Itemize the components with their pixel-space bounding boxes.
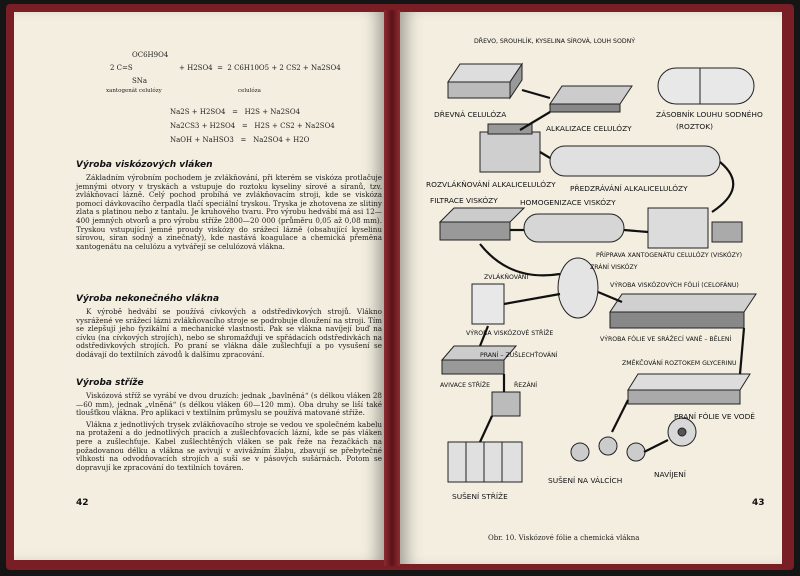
xanthation-tank (648, 208, 708, 248)
section-body (76, 174, 382, 251)
label-xanthation: PŘÍPRAVA XANTOGENÁTU CELULÓZY (VISKÓZY) (596, 252, 743, 259)
flow-arrow (624, 230, 648, 232)
flow-arrow (644, 440, 668, 452)
label-washing: PRANÍ – ZUŠLECHŤOVÁNÍ (480, 352, 558, 359)
formula-right: + H2SO4 = 2 C6H10O5 + 2 CS2 + Na2SO4 (179, 64, 341, 72)
reaction-2: Na2S + H2SO4 = H2S + Na2SO4 (170, 108, 301, 116)
label-coagulation-bath: VÝROBA FÓLIE VE SRÁŽECÍ VANĚ – BĚLENÍ (600, 336, 732, 343)
filter-press (440, 208, 524, 222)
label-lye-tank: ZÁSOBNÍK LOUHU SODNÉHO (656, 110, 763, 119)
formula-mid: 2 C=S (110, 64, 133, 72)
formula-bottom: SNa (132, 77, 148, 85)
section-body (76, 392, 382, 472)
paragraph: Vlákna z jednotlivých trysek zvlákňovacího stroje se vedou ve společném kabelu na protažení a do jednotlivých pracích a zušlechťovacích lázní, kde se pás vláken pere a zušlechťuje. Kabel zušlechtěných vláken se pak řeže na řezačkách na požadovanou délku a vlákna se avivují v avivážním žlabu, zbavují se přebytečné vlhkosti na odvodňovacích strojích a suší se v pásových sušárnách. Potom se dopravují ke zpracování do textilních továren. (76, 419, 382, 472)
section-heading: Výroba nekonečného vlákna (76, 294, 220, 304)
label-staple-production: VÝROBA VISKÓZOVÉ STŘÍŽE (466, 330, 554, 337)
label-staple-drying: SUŠENÍ STŘÍŽE (452, 492, 508, 501)
page-number: 42 (76, 498, 89, 508)
right-page (400, 12, 782, 564)
lye-tank (658, 68, 754, 104)
label-winding: NAVÍJENÍ (654, 470, 686, 479)
left-page (14, 12, 384, 560)
glycerin-bath (628, 374, 750, 390)
label-finishing: AVIVACE STŘÍŽE (440, 382, 491, 389)
label-spinning: ZVLÁKŇOVÁNÍ (484, 274, 529, 281)
label-lye-solution: (ROZTOK) (676, 122, 713, 131)
label-filtration: FILTRACE VISKÓZY (430, 196, 498, 205)
label-alkalization: ALKALIZACE CELULÓZY (546, 124, 632, 133)
aging-drum (550, 146, 720, 176)
section-heading: Výroba viskózových vláken (76, 160, 213, 170)
paragraph: Viskózová stříž se vyrábí ve dvou druzích: jednak „bavlněná“ (s délkou vláken 28—60 mm), jednak „vlněná“ (s délkou vláken 60—120 mm). Oba druhy se liší také tloušťkou vlákna. Pro aplikaci v textilním průmyslu se používá matované stříže. (76, 391, 382, 418)
homogenizer (524, 214, 624, 242)
label-wood-pulp: DŘEVNÁ CELULÓZA (434, 110, 507, 119)
label-roll-drying: SUŠENÍ NA VÁLCÍCH (548, 476, 623, 485)
film-casting-line (610, 294, 756, 312)
flow-arrow (522, 90, 550, 98)
paragraph: K výrobě hedvábí se používá cívkových a odstředivkových strojů. Vlákno vysrážené ve srážecí lázni zvlákňovacího stroje se podrobuje dloužení na stroji. Tím se zlepšují jeho fyzikální a mechanické vlastnosti. Pak se vlákna navíjejí buď na cívku (na cívkových strojích), nebo se shromažďují ve spřádacích odstředivkách na odstředivkových strojích. Po praní se vlákna dále zušlechťují a po vysušení se dodávají do textilních závodů k dalšímu zpracování. (76, 307, 382, 359)
figure-caption: Obr. 10. Viskózové fólie a chemická vlákna (488, 534, 640, 542)
label-ripening: ZRÁNÍ VISKÓZY (590, 264, 638, 271)
alkalization-press (550, 86, 632, 104)
flow-arrow (612, 400, 628, 432)
formula-label-right: celulóza (238, 88, 261, 94)
label-film-washing: PRANÍ FÓLIE VE VODĚ (674, 412, 755, 421)
flow-arrow (504, 294, 560, 304)
spinning-bath (472, 284, 504, 324)
formula-label-left: xantogenát celulózy (106, 88, 162, 94)
paragraph: Základním výrobním pochodem je zvlákňování, při kterém se viskóza protlačuje jemnými otvory v tryskách a vstupuje do roztoku kyseliny sírové a síranů, tzv. zvlákňovací lázně. Celý pochod probíhá ve zvlákňovacím stroji, kde se viskóza pomocí dávkovacího čerpadla tlačí speciální tryskou. Tryska je zhotovena ze slitiny zlata s platinou nebo z tantalu. Je kruhového tvaru. Pro výrobu hedvábí má asi 12—400 jemných otvorů a pro výrobu stříže 2800—20 000 (průměru 0,05 až 0,08 mm). Tryskou vstupující jemné proudy viskózy do srážecí lázně (obsahující kyselinu sírovou, síran sodný a zinečnatý), kde nastává koagulace a chemická přeměna xantogenátu na celulózu a vytvářejí se celulózová vlákna. (76, 173, 382, 251)
drying-roll (571, 443, 589, 461)
label-preaging: PŘEDZRÁVÁNÍ ALKALICELULÓZY (570, 184, 688, 193)
staple-dryer (448, 442, 522, 482)
label-glycerin: ZMĚKČOVÁNÍ ROZTOKEM GLYCERINU (622, 360, 737, 367)
flow-arrow (480, 244, 560, 275)
label-cutting: ŘEZÁNÍ (514, 382, 538, 389)
staple-cutter (492, 392, 520, 416)
diagram-top-label: DŘEVO, SROUHLÍK, KYSELINA SÍROVÁ, LOUH SODNÝ (474, 38, 636, 45)
shredder-machine (480, 132, 540, 172)
book-gutter (384, 10, 400, 566)
flow-arrow (540, 152, 550, 158)
label-homogenization: HOMOGENIZACE VISKÓZY (520, 198, 616, 207)
page-number: 43 (752, 498, 765, 508)
reaction-3: Na2CS3 + H2SO4 = H2S + CS2 + Na2SO4 (170, 122, 335, 130)
section-body (76, 308, 382, 360)
flow-arrow (740, 328, 744, 374)
label-shredding: ROZVLÁKŇOVÁNÍ ALKALICELULÓZY (426, 180, 556, 189)
section-heading: Výroba stříže (76, 378, 144, 388)
flow-arrow (598, 292, 622, 302)
wood-pulp-bales (448, 64, 522, 82)
reaction-4: NaOH + NaHSO3 = Na2SO4 + H2O (170, 136, 310, 144)
label-film-production: VÝROBA VISKÓZOVÝCH FÓLIÍ (CELOFÁNU) (610, 282, 739, 289)
flow-arrow (480, 416, 492, 442)
formula-top: OC6H9O4 (132, 51, 169, 59)
